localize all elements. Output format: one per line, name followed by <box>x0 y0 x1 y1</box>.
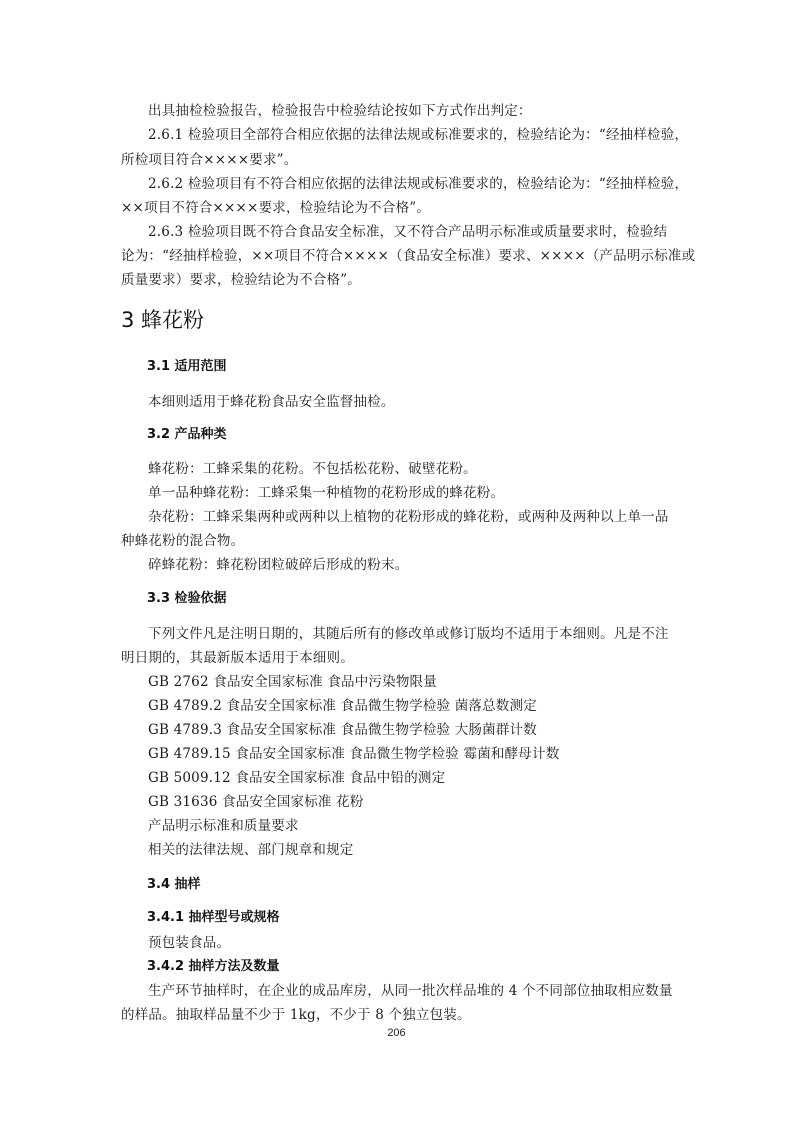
section-3-2-line: 单一品种蜂花粉：工蜂采集一种植物的花粉形成的蜂花粉。 <box>148 485 505 501</box>
para-2-6-1-line2: 所检项目符合××××要求”。 <box>121 152 298 168</box>
section-3-2-line: 种蜂花粉的混合物。 <box>121 533 245 549</box>
intro-line: 出具抽检检验报告，检验报告中检验结论按如下方式作出判定： <box>148 103 532 119</box>
para-2-6-1-line1: 2.6.1 检验项目全部符合相应依据的法律法规或标准要求的，检验结论为：“经抽样检验， <box>148 127 689 143</box>
section-3-4-2-line2: 的样品。抽取样品量不少于 1kg，不少于 8 个独立包装。 <box>121 1007 471 1023</box>
section-3-2-line: 杂花粉：工蜂采集两种或两种以上植物的花粉形成的蜂花粉，或两种及两种以上单一品 <box>148 509 669 525</box>
section-3-4-2-heading: 3.4.2 抽样方法及数量 <box>147 959 280 974</box>
section-3-3-intro-line1: 下列文件凡是注明日期的，其随后所有的修改单或修订版均不适用于本细则。凡是不注 <box>148 626 669 642</box>
section-3-3-heading: 3.3 检验依据 <box>147 591 227 606</box>
section-3-title: 3 蜂花粉 <box>121 308 205 332</box>
para-2-6-2-line2: ××项目不符合××××要求，检验结论为不合格”。 <box>121 200 431 216</box>
reference-item: GB 5009.12 食品安全国家标准 食品中铅的测定 <box>148 770 446 786</box>
section-3-4-1-text: 预包装食品。 <box>148 935 231 951</box>
reference-item: 产品明示标准和质量要求 <box>148 818 299 834</box>
para-2-6-3-line3: 质量要求）要求，检验结论为不合格”。 <box>121 272 362 288</box>
section-3-3-intro-line2: 明日期的，其最新版本适用于本细则。 <box>121 650 354 666</box>
reference-item: GB 4789.2 食品安全国家标准 食品微生物学检验 菌落总数测定 <box>148 698 537 714</box>
para-2-6-3-line2: 论为：“经抽样检验，××项目不符合××××（食品安全标准）要求、××××（产品明示标准或 <box>121 248 696 264</box>
section-3-1-text: 本细则适用于蜂花粉食品安全监督抽检。 <box>148 394 395 410</box>
section-3-2-line: 蜂花粉：工蜂采集的花粉。不包括松花粉、破壁花粉。 <box>148 461 477 477</box>
section-3-1-heading: 3.1 适用范围 <box>147 359 227 374</box>
section-3-2-heading: 3.2 产品种类 <box>147 427 227 442</box>
para-2-6-3-line1: 2.6.3 检验项目既不符合食品安全标准，又不符合产品明示标准或质量要求时，检验结 <box>148 224 668 240</box>
section-3-4-1-heading: 3.4.1 抽样型号或规格 <box>147 910 280 925</box>
section-3-4-heading: 3.4 抽样 <box>147 877 201 892</box>
para-2-6-2-line1: 2.6.2 检验项目有不符合相应依据的法律法规或标准要求的，检验结论为：“经抽样检验， <box>148 176 689 192</box>
reference-item: GB 2762 食品安全国家标准 食品中污染物限量 <box>148 674 437 690</box>
section-3-4-2-line1: 生产环节抽样时，在企业的成品库房，从同一批次样品堆的 4 个不同部位抽取相应数量 <box>148 983 673 999</box>
reference-item: GB 4789.3 食品安全国家标准 食品微生物学检验 大肠菌群计数 <box>148 722 537 738</box>
reference-item: GB 4789.15 食品安全国家标准 食品微生物学检验 霉菌和酵母计数 <box>148 746 560 762</box>
page-number: 206 <box>387 1027 406 1039</box>
reference-item: GB 31636 食品安全国家标准 花粉 <box>148 794 364 810</box>
reference-item: 相关的法律法规、部门规章和规定 <box>148 842 354 858</box>
section-3-2-line: 碎蜂花粉：蜂花粉团粒破碎后形成的粉末。 <box>148 557 409 573</box>
